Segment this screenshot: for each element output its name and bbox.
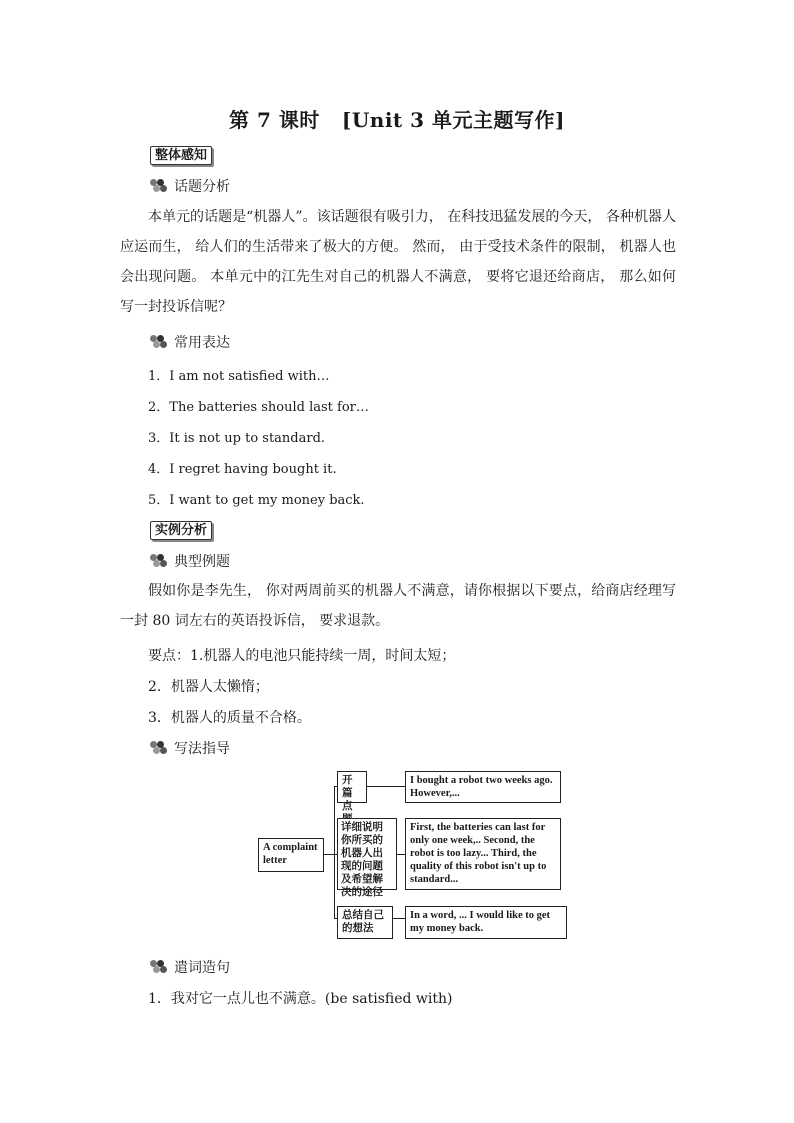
section-expressions-label: 常用表达 [174,335,230,351]
clover-icon [150,741,168,755]
expression-item: 2．The batteries should last for… [148,400,369,415]
expression-item: 3．It is not up to standard. [148,431,326,446]
topic-paragraph: 本单元的话题是“机器人”。该话题很有吸引力， 在科技迅猛发展的今天， 各种机器人应运而生， 给人们的生活带来了极大的方便。 然而， 由于受技术条件的限制， 机器人也会出现问题。 本单元中的江先生对自己的机器人不满意， 要将它退还给商店， 那么如何写一封投诉信呢？ [120,209,676,315]
overview-tag-label: 整体感知 [150,146,212,165]
connector [393,918,405,919]
diagram-node-content: I bought a robot two weeks ago. However,... [405,771,561,803]
lesson-label: 第 7 课时 [229,108,320,132]
section-model-label: 典型例题 [174,554,230,570]
clover-icon [150,179,168,193]
examples-tag [150,519,212,540]
examples-tag-label: 实例分析 [150,521,212,540]
section-topic [150,176,230,196]
section-guide [150,738,230,758]
point-item: 2．机器人太懒惰； [148,679,269,695]
connector [397,854,405,855]
vocab-item: 1．我对它一点儿也不满意。(be satisfied with) [148,991,453,1007]
diagram-root: A complaint letter [258,838,324,872]
writing-guide-diagram [255,768,575,943]
unit-label: [Unit 3 单元主题写作] [341,108,565,132]
expression-item: 1．I am not satisfied with… [148,369,330,384]
diagram-node-label: 详细说明你所买的机器人出现的问题及希望解决的途径 [337,818,397,890]
clover-icon [150,554,168,568]
diagram-node-label: 开篇点 [337,771,367,803]
expression-item: 5．I want to get my money back. [148,493,365,508]
clover-icon [150,335,168,349]
page-title [0,104,794,133]
overview-tag [150,144,212,165]
connector [367,786,405,787]
diagram-node-content: In a word, ... I would like to get my money back. [405,906,567,939]
section-topic-label: 话题分析 [174,179,230,195]
expression-item: 4．I regret having bought it. [148,462,337,477]
diagram-node-label: 总结自己的想法 [337,906,393,939]
task-paragraph: 假如你是李先生， 你对两周前买的机器人不满意，请你根据以下要点，给商店经理写一封 80 词左右的英语投诉信， 要求退款。 [120,583,676,629]
connector [324,854,334,855]
section-expressions [150,332,230,352]
section-vocab [150,957,230,977]
section-vocab-label: 遣词造句 [174,960,230,976]
point-item: 3．机器人的质量不合格。 [148,710,311,726]
clover-icon [150,960,168,974]
connector [334,786,335,918]
point-item: 要点：1.机器人的电池只能持续一周，时间太短； [148,648,456,664]
section-model [150,551,230,571]
section-guide-label: 写法指导 [174,741,230,757]
diagram-node-content: First, the batteries can last for only one week,.. Second, the robot is too lazy... Third, the quality of this robot isn't up to standard... [405,818,561,890]
